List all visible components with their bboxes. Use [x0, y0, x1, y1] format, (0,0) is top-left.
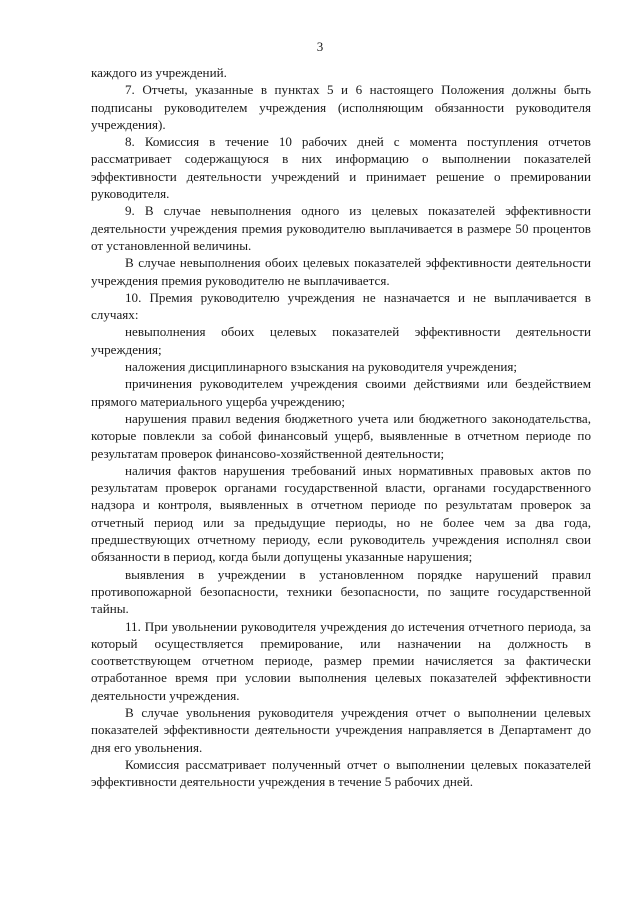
paragraph-clause-10: 10. Премия руководителю учреждения не назначается и не выплачивается в случаях:	[91, 289, 591, 323]
paragraph-clause-11-c: Комиссия рассматривает полученный отчет о выполнении целевых показателей эффективности деятельности учреждения в течение 5 рабочих дней.	[91, 756, 591, 790]
paragraph-case-2: наложения дисциплинарного взыскания на руководителя учреждения;	[125, 359, 517, 375]
paragraph-clause-11: 11. При увольнении руководителя учреждения до истечения отчетного периода, за который осуществляется премирование, или назначении на должность в соответствующем отчетном периоде, размер премии начисляется за фактически отработанное время при условии выполнения целевых показателей эффективности деятельности учреждения.	[91, 618, 591, 703]
page-number: 3	[316, 39, 324, 54]
paragraph-case-4: нарушения правил ведения бюджетного учета или бюджетного законодательства, которые повлекли за собой финансовый ущерб, выявленные в отчетном периоде по результатам проверок финансово-хозяйственной деятельности;	[91, 410, 591, 461]
paragraph-clause-9: 9. В случае невыполнения одного из целевых показателей эффективности деятельности учреждения премия руководителю выплачивается в размере 50 процентов от установленной величины.	[91, 203, 591, 253]
paragraph-case-6: выявления в учреждении в установленном порядке нарушений правил противопожарной безопасности, техники безопасности, по защите государственной тайны.	[91, 566, 591, 617]
paragraph-clause-9-b: В случае невыполнения обоих целевых показателей эффективности деятельности учреждения премия руководителю не выплачивается.	[91, 255, 591, 288]
document-body	[91, 64, 591, 790]
paragraph-clause-7: 7. Отчеты, указанные в пунктах 5 и 6 настоящего Положения должны быть подписаны руководителем учреждения (исполняющим обязанности руководителя учреждения).	[91, 82, 591, 132]
paragraph-case-5: наличия фактов нарушения требований иных нормативных правовых актов по результатам проверок органами государственной власти, органами государственного надзора и контроля, выявленных в отчетном периоде по результатам проверок за отчетный период или за предыдущие периоды, но не более чем за два года, предшествующих отчетному периоду, если руководитель учреждения исполнял свои обязанности в период, когда были допущены указанные нарушения;	[91, 462, 591, 565]
paragraph-continuation: каждого из учреждений.	[91, 65, 227, 80]
paragraph-clause-11-b: В случае увольнения руководителя учреждения отчет о выполнении целевых показателей эффективности деятельности учреждения направляется в Департамент до дня его увольнения.	[91, 704, 591, 755]
paragraph-case-3: причинения руководителем учреждения своими действиями или бездействием прямого материального ущерба учреждению;	[91, 376, 591, 409]
paragraph-clause-8: 8. Комиссия в течение 10 рабочих дней с момента поступления отчетов рассматривает содержащуюся в них информацию о выполнении показателей эффективности деятельности учреждений и принимает решение о премировании руководителя.	[91, 134, 591, 202]
paragraph-case-1: невыполнения обоих целевых показателей эффективности деятельности учреждения;	[91, 324, 591, 357]
